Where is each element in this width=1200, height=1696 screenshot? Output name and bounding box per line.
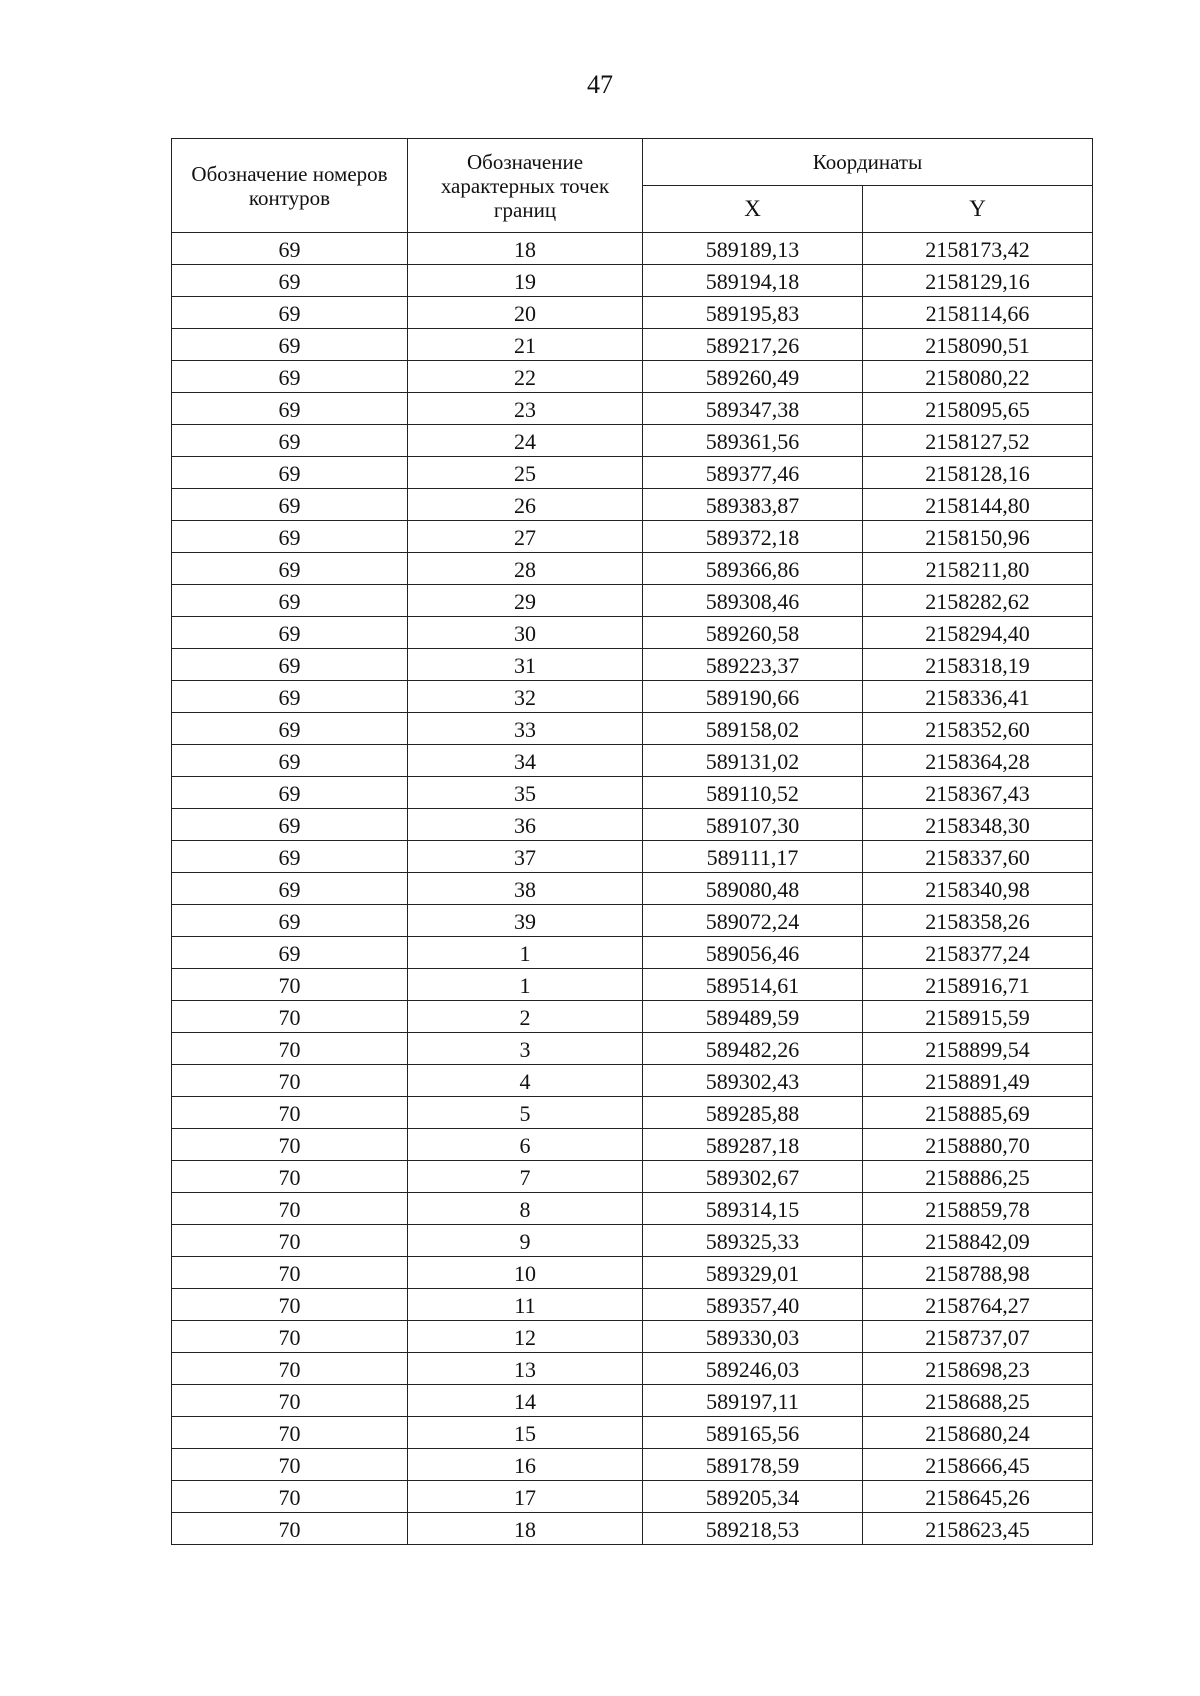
y-coordinate-cell: 2158337,60	[863, 841, 1093, 873]
header-x: X	[643, 186, 863, 233]
x-coordinate-cell: 589080,48	[643, 873, 863, 905]
y-coordinate-cell: 2158114,66	[863, 297, 1093, 329]
x-coordinate-cell: 589314,15	[643, 1193, 863, 1225]
y-coordinate-cell: 2158842,09	[863, 1225, 1093, 1257]
y-coordinate-cell: 2158377,24	[863, 937, 1093, 969]
contour-number-cell: 70	[172, 1193, 408, 1225]
y-coordinate-cell: 2158090,51	[863, 329, 1093, 361]
table-row	[172, 841, 1093, 873]
contour-number-cell: 70	[172, 1001, 408, 1033]
contour-number-cell: 69	[172, 521, 408, 553]
x-coordinate-cell: 589330,03	[643, 1321, 863, 1353]
x-coordinate-cell: 589218,53	[643, 1513, 863, 1545]
x-coordinate-cell: 589302,67	[643, 1161, 863, 1193]
y-coordinate-cell: 2158211,80	[863, 553, 1093, 585]
contour-number-cell: 70	[172, 969, 408, 1001]
y-coordinate-cell: 2158367,43	[863, 777, 1093, 809]
point-number-cell: 16	[408, 1449, 643, 1481]
contour-number-cell: 69	[172, 745, 408, 777]
y-coordinate-cell: 2158340,98	[863, 873, 1093, 905]
y-coordinate-cell: 2158666,45	[863, 1449, 1093, 1481]
x-coordinate-cell: 589197,11	[643, 1385, 863, 1417]
y-coordinate-cell: 2158352,60	[863, 713, 1093, 745]
table-row	[172, 809, 1093, 841]
point-number-cell: 33	[408, 713, 643, 745]
table-row	[172, 361, 1093, 393]
y-coordinate-cell: 2158348,30	[863, 809, 1093, 841]
contour-number-cell: 69	[172, 777, 408, 809]
contour-number-cell: 70	[172, 1129, 408, 1161]
page-number: 47	[587, 70, 613, 99]
y-coordinate-cell: 2158880,70	[863, 1129, 1093, 1161]
x-coordinate-cell: 589194,18	[643, 265, 863, 297]
table-row	[172, 1257, 1093, 1289]
contour-number-cell: 70	[172, 1257, 408, 1289]
contour-number-cell: 69	[172, 329, 408, 361]
table-row	[172, 265, 1093, 297]
y-coordinate-cell: 2158318,19	[863, 649, 1093, 681]
x-coordinate-cell: 589178,59	[643, 1449, 863, 1481]
x-coordinate-cell: 589205,34	[643, 1481, 863, 1513]
y-coordinate-cell: 2158737,07	[863, 1321, 1093, 1353]
x-coordinate-cell: 589111,17	[643, 841, 863, 873]
x-coordinate-cell: 589357,40	[643, 1289, 863, 1321]
x-coordinate-cell: 589195,83	[643, 297, 863, 329]
point-number-cell: 36	[408, 809, 643, 841]
table-header	[172, 139, 1093, 233]
point-number-cell: 9	[408, 1225, 643, 1257]
contour-number-cell: 69	[172, 809, 408, 841]
x-coordinate-cell: 589158,02	[643, 713, 863, 745]
table-row	[172, 1129, 1093, 1161]
contour-number-cell: 69	[172, 265, 408, 297]
contour-number-cell: 69	[172, 681, 408, 713]
y-coordinate-cell: 2158128,16	[863, 457, 1093, 489]
y-coordinate-cell: 2158698,23	[863, 1353, 1093, 1385]
point-number-cell: 31	[408, 649, 643, 681]
x-coordinate-cell: 589110,52	[643, 777, 863, 809]
table-row	[172, 969, 1093, 1001]
y-coordinate-cell: 2158080,22	[863, 361, 1093, 393]
x-coordinate-cell: 589329,01	[643, 1257, 863, 1289]
table-row	[172, 649, 1093, 681]
table-row	[172, 1449, 1093, 1481]
x-coordinate-cell: 589190,66	[643, 681, 863, 713]
y-coordinate-cell: 2158336,41	[863, 681, 1093, 713]
y-coordinate-cell: 2158688,25	[863, 1385, 1093, 1417]
contour-number-cell: 69	[172, 873, 408, 905]
contour-number-cell: 70	[172, 1449, 408, 1481]
point-number-cell: 35	[408, 777, 643, 809]
table-row	[172, 457, 1093, 489]
contour-number-cell: 69	[172, 937, 408, 969]
table-row	[172, 329, 1093, 361]
x-coordinate-cell: 589246,03	[643, 1353, 863, 1385]
y-coordinate-cell: 2158916,71	[863, 969, 1093, 1001]
x-coordinate-cell: 589514,61	[643, 969, 863, 1001]
y-coordinate-cell: 2158859,78	[863, 1193, 1093, 1225]
y-coordinate-cell: 2158764,27	[863, 1289, 1093, 1321]
y-coordinate-cell: 2158173,42	[863, 233, 1093, 265]
point-number-cell: 21	[408, 329, 643, 361]
x-coordinate-cell: 589072,24	[643, 905, 863, 937]
header-coordinates: Координаты	[643, 139, 1093, 186]
x-coordinate-cell: 589377,46	[643, 457, 863, 489]
table-row	[172, 713, 1093, 745]
point-number-cell: 26	[408, 489, 643, 521]
contour-number-cell: 70	[172, 1513, 408, 1545]
contour-number-cell: 69	[172, 713, 408, 745]
point-number-cell: 20	[408, 297, 643, 329]
table-row	[172, 1065, 1093, 1097]
point-number-cell: 34	[408, 745, 643, 777]
y-coordinate-cell: 2158899,54	[863, 1033, 1093, 1065]
contour-number-cell: 70	[172, 1385, 408, 1417]
x-coordinate-cell: 589325,33	[643, 1225, 863, 1257]
contour-number-cell: 69	[172, 841, 408, 873]
contour-number-cell: 69	[172, 585, 408, 617]
point-number-cell: 38	[408, 873, 643, 905]
contour-number-cell: 69	[172, 649, 408, 681]
contour-number-cell: 69	[172, 425, 408, 457]
y-coordinate-cell: 2158788,98	[863, 1257, 1093, 1289]
contour-number-cell: 70	[172, 1225, 408, 1257]
table-row	[172, 297, 1093, 329]
table-row	[172, 553, 1093, 585]
y-coordinate-cell: 2158095,65	[863, 393, 1093, 425]
x-coordinate-cell: 589260,58	[643, 617, 863, 649]
contour-number-cell: 69	[172, 393, 408, 425]
table-row	[172, 1001, 1093, 1033]
table-row	[172, 681, 1093, 713]
table-row	[172, 1161, 1093, 1193]
table-row	[172, 425, 1093, 457]
y-coordinate-cell: 2158891,49	[863, 1065, 1093, 1097]
point-number-cell: 11	[408, 1289, 643, 1321]
x-coordinate-cell: 589372,18	[643, 521, 863, 553]
point-number-cell: 13	[408, 1353, 643, 1385]
table-row	[172, 233, 1093, 265]
x-coordinate-cell: 589489,59	[643, 1001, 863, 1033]
table-row	[172, 1417, 1093, 1449]
contour-number-cell: 69	[172, 297, 408, 329]
x-coordinate-cell: 589223,37	[643, 649, 863, 681]
contour-number-cell: 69	[172, 489, 408, 521]
x-coordinate-cell: 589131,02	[643, 745, 863, 777]
y-coordinate-cell: 2158623,45	[863, 1513, 1093, 1545]
x-coordinate-cell: 589347,38	[643, 393, 863, 425]
point-number-cell: 8	[408, 1193, 643, 1225]
x-coordinate-cell: 589107,30	[643, 809, 863, 841]
x-coordinate-cell: 589308,46	[643, 585, 863, 617]
table-row	[172, 1097, 1093, 1129]
header-point-number: Обозначение характерных точек границ	[408, 139, 643, 233]
contour-number-cell: 70	[172, 1097, 408, 1129]
contour-number-cell: 69	[172, 617, 408, 649]
contour-number-cell: 70	[172, 1161, 408, 1193]
point-number-cell: 5	[408, 1097, 643, 1129]
contour-number-cell: 69	[172, 233, 408, 265]
x-coordinate-cell: 589260,49	[643, 361, 863, 393]
contour-number-cell: 70	[172, 1353, 408, 1385]
point-number-cell: 2	[408, 1001, 643, 1033]
x-coordinate-cell: 589383,87	[643, 489, 863, 521]
point-number-cell: 32	[408, 681, 643, 713]
point-number-cell: 14	[408, 1385, 643, 1417]
y-coordinate-cell: 2158886,25	[863, 1161, 1093, 1193]
point-number-cell: 22	[408, 361, 643, 393]
table-row	[172, 1513, 1093, 1545]
contour-number-cell: 70	[172, 1065, 408, 1097]
contour-number-cell: 69	[172, 361, 408, 393]
y-coordinate-cell: 2158282,62	[863, 585, 1093, 617]
contour-number-cell: 69	[172, 457, 408, 489]
contour-number-cell: 70	[172, 1033, 408, 1065]
x-coordinate-cell: 589165,56	[643, 1417, 863, 1449]
contour-number-cell: 70	[172, 1289, 408, 1321]
x-coordinate-cell: 589366,86	[643, 553, 863, 585]
table-row	[172, 617, 1093, 649]
table-row	[172, 489, 1093, 521]
table-row	[172, 905, 1093, 937]
point-number-cell: 25	[408, 457, 643, 489]
point-number-cell: 3	[408, 1033, 643, 1065]
y-coordinate-cell: 2158294,40	[863, 617, 1093, 649]
table-row	[172, 937, 1093, 969]
x-coordinate-cell: 589217,26	[643, 329, 863, 361]
point-number-cell: 17	[408, 1481, 643, 1513]
x-coordinate-cell: 589287,18	[643, 1129, 863, 1161]
point-number-cell: 23	[408, 393, 643, 425]
y-coordinate-cell: 2158150,96	[863, 521, 1093, 553]
header-y: Y	[863, 186, 1093, 233]
point-number-cell: 27	[408, 521, 643, 553]
point-number-cell: 12	[408, 1321, 643, 1353]
point-number-cell: 6	[408, 1129, 643, 1161]
point-number-cell: 39	[408, 905, 643, 937]
y-coordinate-cell: 2158680,24	[863, 1417, 1093, 1449]
x-coordinate-cell: 589361,56	[643, 425, 863, 457]
x-coordinate-cell: 589056,46	[643, 937, 863, 969]
table-row	[172, 873, 1093, 905]
y-coordinate-cell: 2158885,69	[863, 1097, 1093, 1129]
y-coordinate-cell: 2158129,16	[863, 265, 1093, 297]
header-contour-number: Обозначение номеров контуров	[172, 139, 408, 233]
table-row	[172, 745, 1093, 777]
point-number-cell: 28	[408, 553, 643, 585]
table-row	[172, 521, 1093, 553]
point-number-cell: 18	[408, 1513, 643, 1545]
contour-number-cell: 70	[172, 1321, 408, 1353]
point-number-cell: 1	[408, 969, 643, 1001]
y-coordinate-cell: 2158358,26	[863, 905, 1093, 937]
point-number-cell: 24	[408, 425, 643, 457]
y-coordinate-cell: 2158915,59	[863, 1001, 1093, 1033]
contour-number-cell: 69	[172, 553, 408, 585]
coordinates-table	[171, 138, 1093, 1545]
y-coordinate-cell: 2158645,26	[863, 1481, 1093, 1513]
x-coordinate-cell: 589189,13	[643, 233, 863, 265]
contour-number-cell: 70	[172, 1481, 408, 1513]
table-row	[172, 1385, 1093, 1417]
table-row	[172, 1353, 1093, 1385]
point-number-cell: 19	[408, 265, 643, 297]
y-coordinate-cell: 2158144,80	[863, 489, 1093, 521]
point-number-cell: 15	[408, 1417, 643, 1449]
point-number-cell: 37	[408, 841, 643, 873]
table-body	[172, 233, 1093, 1545]
table-row	[172, 1289, 1093, 1321]
table-row	[172, 777, 1093, 809]
table-row	[172, 1225, 1093, 1257]
table-row	[172, 1033, 1093, 1065]
table-row	[172, 585, 1093, 617]
point-number-cell: 7	[408, 1161, 643, 1193]
table-row	[172, 393, 1093, 425]
x-coordinate-cell: 589285,88	[643, 1097, 863, 1129]
point-number-cell: 30	[408, 617, 643, 649]
table-row	[172, 1321, 1093, 1353]
point-number-cell: 18	[408, 233, 643, 265]
y-coordinate-cell: 2158127,52	[863, 425, 1093, 457]
point-number-cell: 29	[408, 585, 643, 617]
table-row	[172, 1481, 1093, 1513]
point-number-cell: 1	[408, 937, 643, 969]
x-coordinate-cell: 589302,43	[643, 1065, 863, 1097]
point-number-cell: 10	[408, 1257, 643, 1289]
contour-number-cell: 70	[172, 1417, 408, 1449]
point-number-cell: 4	[408, 1065, 643, 1097]
table-row	[172, 1193, 1093, 1225]
y-coordinate-cell: 2158364,28	[863, 745, 1093, 777]
x-coordinate-cell: 589482,26	[643, 1033, 863, 1065]
contour-number-cell: 69	[172, 905, 408, 937]
